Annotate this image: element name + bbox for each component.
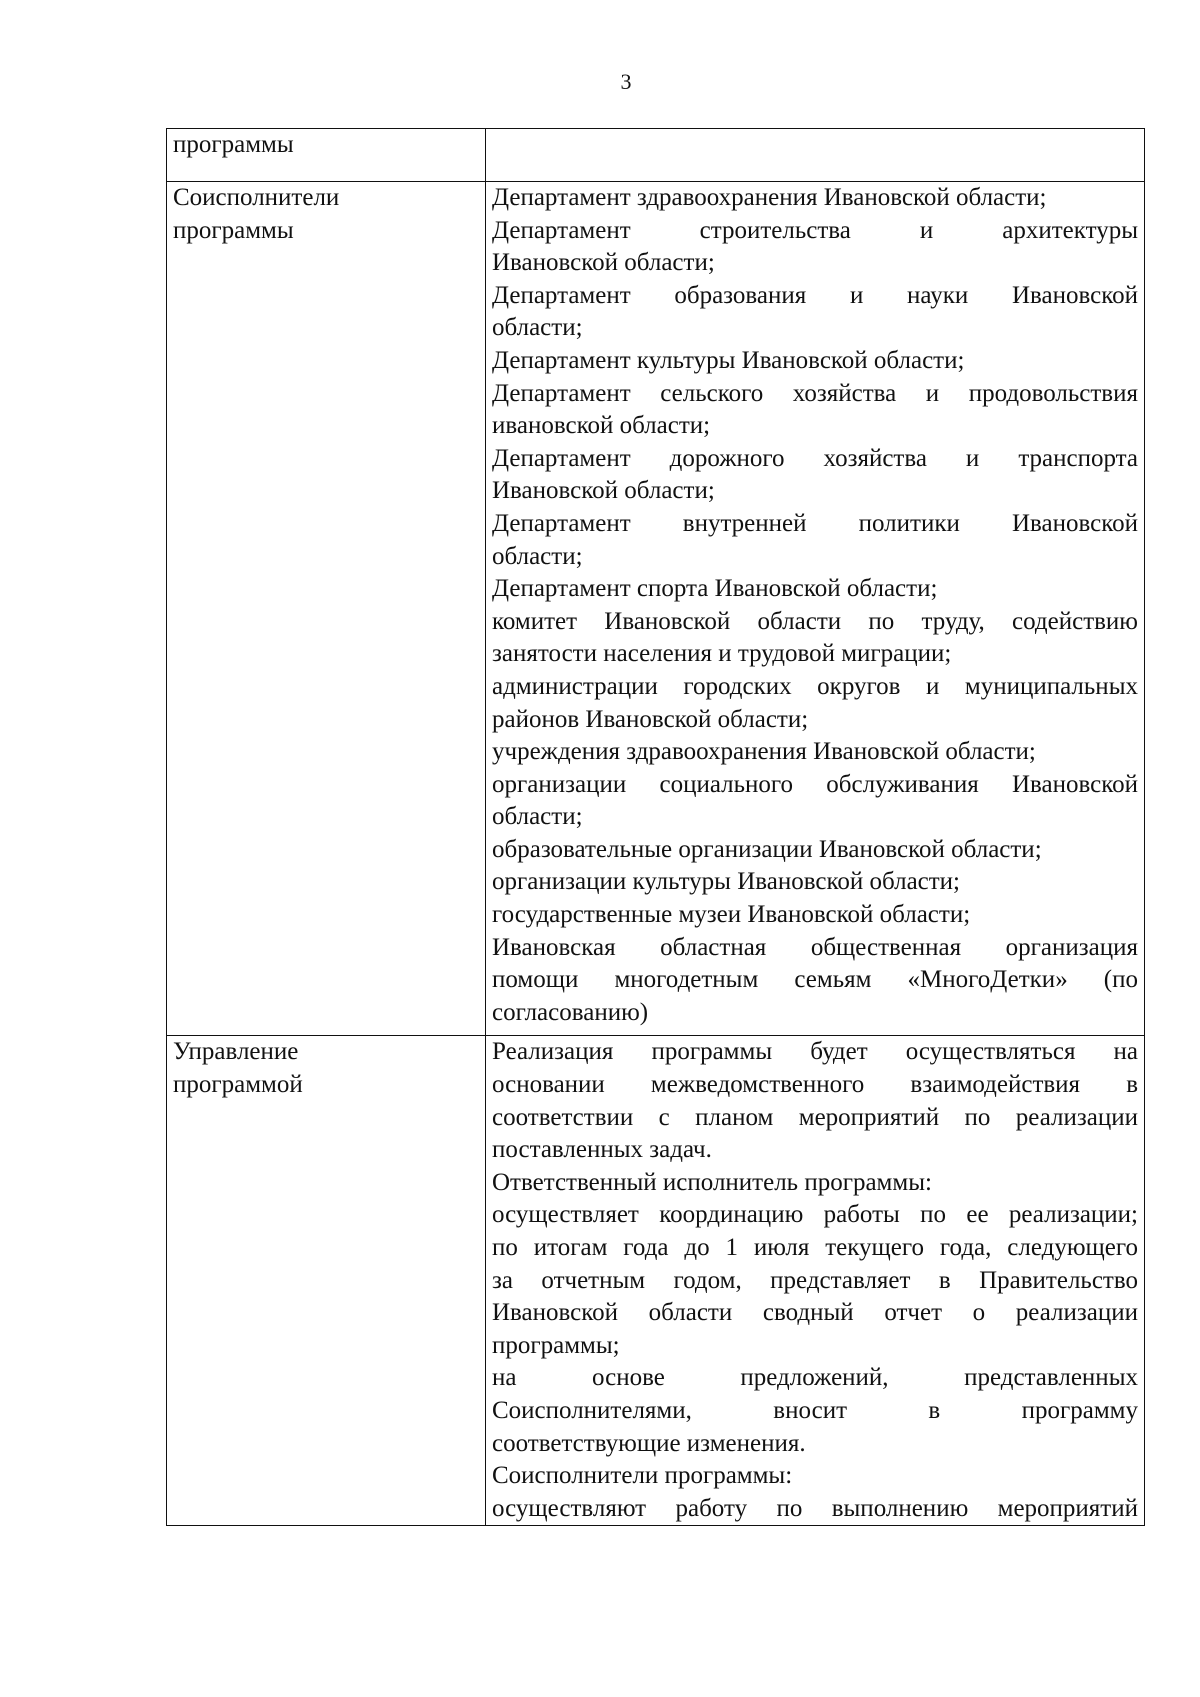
- content-line: Департамент образования и науки Ивановской: [492, 281, 1138, 309]
- content-line: Реализация программы будет осуществляться на: [492, 1038, 1138, 1066]
- row-label-cell: [167, 129, 486, 182]
- content-line: Ивановская областная общественная организация: [492, 933, 1138, 961]
- content-line: Ивановской области сводный отчет о реализации: [492, 1299, 1138, 1327]
- label-line: программы: [173, 216, 294, 244]
- content-line: администрации городских округов и муниципальных: [492, 672, 1138, 700]
- content-line: Департамент спорта Ивановской области;: [492, 575, 938, 603]
- content-line: Ивановской области;: [492, 477, 715, 505]
- content-line: учреждения здравоохранения Ивановской области;: [492, 738, 1036, 766]
- table-row: [167, 182, 1145, 1036]
- row-content-cell: [486, 129, 1145, 182]
- content-line: помощи многодетным семьям «МногоДетки» (по: [492, 966, 1138, 994]
- content-line: Соисполнителями, вносит в программу: [492, 1396, 1138, 1424]
- content-line: области;: [492, 314, 583, 342]
- content-line: осуществляет координацию работы по ее реализации;: [492, 1201, 1138, 1229]
- label-line: программой: [173, 1071, 303, 1099]
- content-line: программы;: [492, 1331, 620, 1359]
- content-line: области;: [492, 803, 583, 831]
- content-line: на основе предложений, представленных: [492, 1364, 1138, 1392]
- content-line: соответствии с планом мероприятий по реализации: [492, 1103, 1138, 1131]
- content-line: Ивановской области;: [492, 249, 715, 277]
- content-line: согласованию): [492, 998, 649, 1026]
- content-line: районов Ивановской области;: [492, 705, 809, 733]
- content-line: основании межведомственного взаимодействия в: [492, 1071, 1138, 1099]
- content-line: образовательные организации Ивановской области;: [492, 835, 1042, 863]
- content-line: Ответственный исполнитель программы:: [492, 1168, 932, 1196]
- program-passport-table: [166, 128, 1145, 1526]
- content-line: области;: [492, 542, 583, 570]
- content-line: соответствующие изменения.: [492, 1429, 806, 1457]
- content-line: поставленных задач.: [492, 1136, 712, 1164]
- content-line: Департамент строительства и архитектуры: [492, 216, 1138, 244]
- content-line: Департамент культуры Ивановской области;: [492, 346, 965, 374]
- row-label-cell: [167, 1036, 486, 1526]
- label-line: Соисполнители: [173, 184, 340, 211]
- content-line: комитет Ивановской области по труду, содействию: [492, 607, 1138, 635]
- table-row: [167, 129, 1145, 182]
- label-line: программы: [173, 131, 294, 158]
- label-line: Управление: [173, 1038, 299, 1066]
- content-line: государственные музеи Ивановской области;: [492, 901, 971, 929]
- row-label-cell: [167, 182, 486, 1036]
- content-line: Департамент здравоохранения Ивановской области;: [492, 184, 1047, 211]
- page-number: 3: [620, 69, 632, 94]
- content-line: занятости населения и трудовой миграции;: [492, 640, 952, 668]
- management-content-cell: [486, 1036, 1145, 1526]
- table-row: [167, 1036, 1145, 1526]
- content-line: по итогам года до 1 июля текущего года, следующего: [492, 1234, 1138, 1261]
- content-line: организации культуры Ивановской области;: [492, 868, 961, 896]
- content-line: за отчетным годом, представляет в Правительство: [492, 1266, 1138, 1294]
- content-line: Соисполнители программы:: [492, 1462, 793, 1490]
- content-line: ивановской области;: [492, 412, 711, 440]
- content-line: организации социального обслуживания Ивановской: [492, 770, 1138, 798]
- content-line: Департамент дорожного хозяйства и транспорта: [492, 444, 1138, 472]
- content-line: Департамент сельского хозяйства и продовольствия: [492, 379, 1138, 407]
- content-line: осуществляют работу по выполнению мероприятий: [492, 1494, 1138, 1522]
- coexecutors-content-cell: [486, 182, 1145, 1036]
- content-line: Департамент внутренней политики Ивановской: [492, 509, 1138, 537]
